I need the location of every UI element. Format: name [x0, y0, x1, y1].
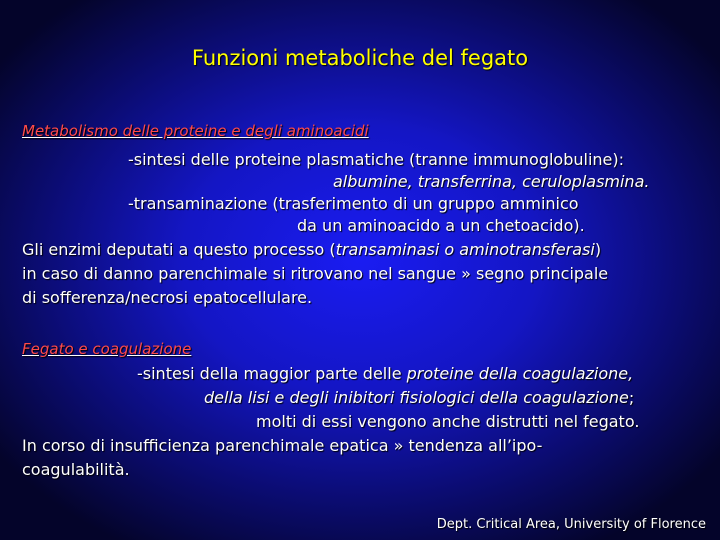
text-line: -sintesi delle proteine plasmatiche (tranne immunoglobuline):	[128, 150, 625, 169]
text-line	[22, 240, 601, 260]
text-line	[204, 388, 634, 408]
text-line: da un aminoacido a un chetoacido).	[297, 216, 585, 235]
section-heading-coagulation: Fegato e coagulazione	[22, 340, 192, 358]
text-line: coagulabilità.	[22, 460, 130, 479]
text-span-italic: della lisi e degli inibitori fisiologici della coagulazione	[204, 388, 629, 407]
text-line: molti di essi vengono anche distrutti nel fegato.	[256, 412, 640, 431]
text-span-italic: proteine della coagulazione,	[406, 364, 634, 383]
text-line: di sofferenza/necrosi epatocellulare.	[22, 288, 313, 307]
text-span: ;	[628, 388, 635, 407]
text-span: -sintesi della maggior parte delle	[137, 364, 407, 383]
footer-credit: Dept. Critical Area, University of Florence	[436, 517, 706, 532]
section-heading-proteins: Metabolismo delle proteine e degli aminoacidi	[22, 122, 369, 140]
text-line	[137, 364, 633, 384]
text-span-italic: transaminasi o aminotransferasi	[335, 240, 595, 259]
text-span: )	[594, 240, 602, 259]
text-line: albumine, transferrina, ceruloplasmina.	[333, 172, 650, 191]
slide-title: Funzioni metaboliche del fegato	[191, 46, 529, 70]
text-span: Gli enzimi deputati a questo processo (	[22, 240, 336, 259]
text-line: In corso di insufficienza parenchimale epatica » tendenza all’ipo-	[22, 436, 543, 455]
text-line: in caso di danno parenchimale si ritrovano nel sangue » segno principale	[22, 264, 609, 283]
text-line: -transaminazione (trasferimento di un gruppo amminico	[128, 194, 579, 213]
